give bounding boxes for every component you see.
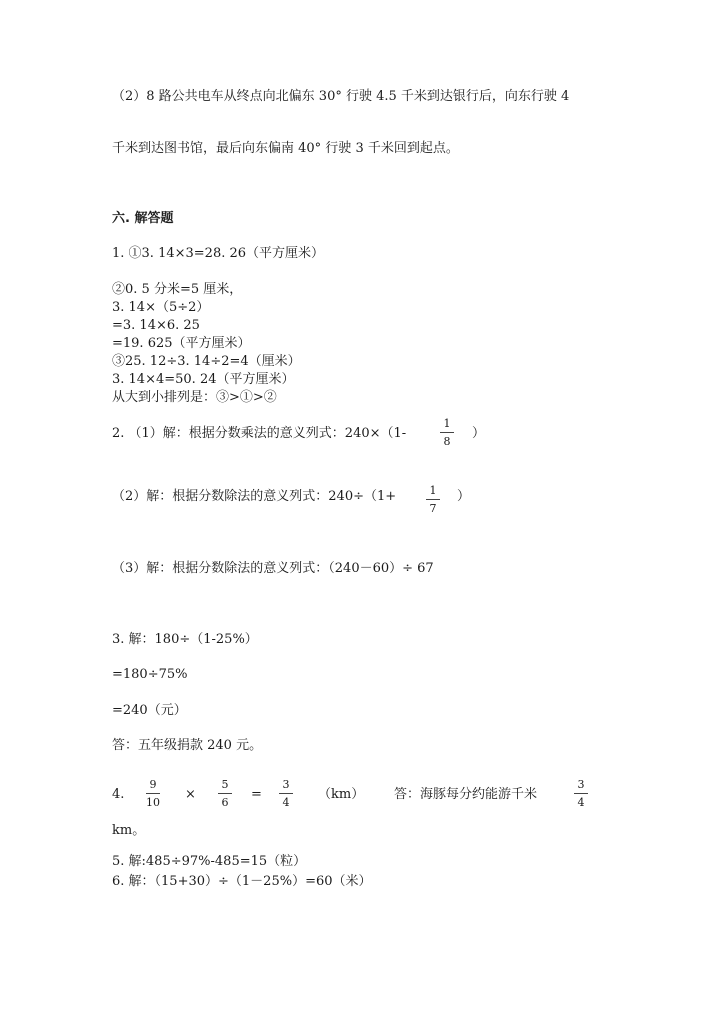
fraction-bar <box>426 499 440 500</box>
q4-fraction-4 <box>573 778 589 809</box>
q2-part2-close: ） <box>457 489 471 504</box>
q1-line-5: =19. 625（平方厘米） <box>112 336 251 351</box>
fraction-numerator: 1 <box>429 484 437 497</box>
q4-label: 4. <box>112 787 125 802</box>
q2-part3-text: （3）解：根据分数除法的意义列式：（240－60）÷ 67 <box>112 561 434 576</box>
fraction-denominator: 10 <box>146 796 160 809</box>
q1-line-2: ②0. 5 分米=5 厘米， <box>112 282 243 297</box>
fraction-denominator: 4 <box>282 796 290 809</box>
part2-line1: （2）8 路公共电车从终点向北偏东 30° 行驶 4.5 千米到达银行后，向东行驶 4 <box>112 89 570 104</box>
q3-line-2: =180÷75% <box>112 667 188 682</box>
q1-line-1: 1. ①3. 14×3=28. 26（平方厘米） <box>112 246 325 261</box>
q3-line-4: 答：五年级捐款 240 元。 <box>112 738 263 753</box>
fraction-denominator: 7 <box>429 502 437 515</box>
q3-line-1: 3. 解：180÷（1-25%） <box>112 632 258 647</box>
q1-line-8: 从大到小排列是：③>①>② <box>112 390 277 405</box>
fraction-numerator: 3 <box>577 778 585 791</box>
q2-part2-text: （2）解：根据分数除法的意义列式：240÷（1+ <box>112 489 397 504</box>
fraction-bar <box>218 793 232 794</box>
q4-equals: = <box>251 787 262 802</box>
part2-line2: 千米到达图书馆，最后向东偏南 40° 行驶 3 千米回到起点。 <box>112 141 459 156</box>
fraction-bar <box>440 432 454 433</box>
fraction-numerator: 3 <box>282 778 290 791</box>
q1-line-3: 3. 14×（5÷2） <box>112 300 210 315</box>
fraction-bar <box>574 793 588 794</box>
q5-line: 5. 解:485÷97%-485=15（粒） <box>112 854 307 869</box>
q1-line-6: ③25. 12÷3. 14÷2=4（厘米） <box>112 354 301 369</box>
q4-fraction-1 <box>145 778 161 809</box>
q4-unit-end: km。 <box>112 823 146 838</box>
q4-answer: 答：海豚每分约能游千米 <box>394 787 538 802</box>
q1-line-4: =3. 14×6. 25 <box>112 318 200 333</box>
q6-line: 6. 解：（15+30）÷（1－25%）=60（米） <box>112 874 372 889</box>
fraction-numerator: 9 <box>149 778 157 791</box>
q2-part1-fraction <box>439 417 455 448</box>
fraction-bar <box>146 793 160 794</box>
q4-times: × <box>185 787 196 802</box>
q4-unit: （km） <box>318 787 365 802</box>
fraction-denominator: 4 <box>577 796 585 809</box>
q1-line-7: 3. 14×4=50. 24（平方厘米） <box>112 372 295 387</box>
q2-part1-text: 2. （1）解：根据分数乘法的意义列式：240×（1- <box>112 426 407 441</box>
q2-part2-fraction <box>425 484 441 515</box>
section-title: 六. 解答题 <box>112 211 174 226</box>
q3-line-3: =240（元） <box>112 703 187 718</box>
fraction-numerator: 5 <box>221 778 229 791</box>
q4-fraction-3 <box>278 778 294 809</box>
fraction-numerator: 1 <box>443 417 451 430</box>
q4-fraction-2 <box>217 778 233 809</box>
fraction-bar <box>279 793 293 794</box>
q2-part1-close: ） <box>472 426 486 441</box>
fraction-denominator: 6 <box>221 796 229 809</box>
fraction-denominator: 8 <box>443 435 451 448</box>
